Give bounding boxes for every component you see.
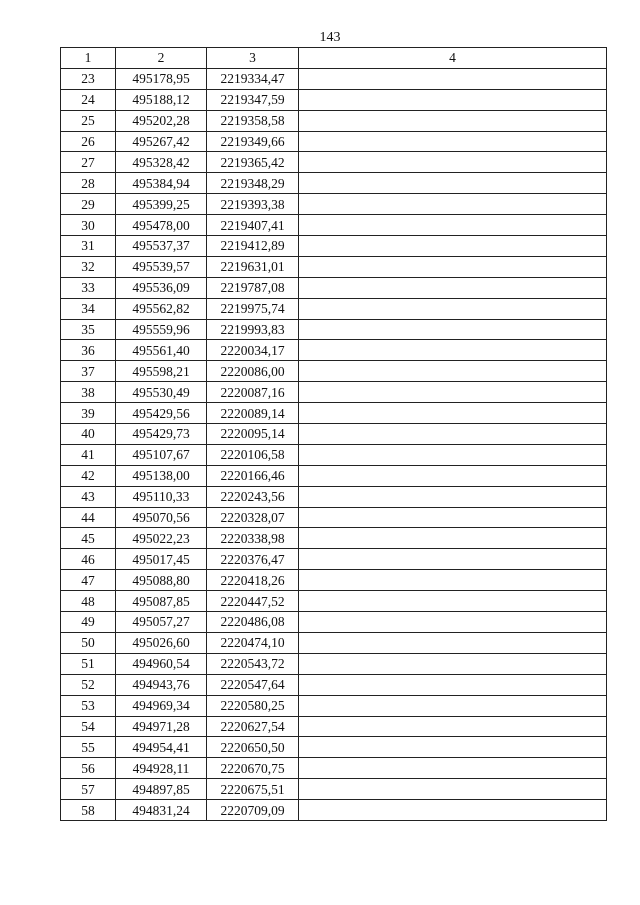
description-cell: [299, 131, 607, 152]
point-number-cell: 50: [61, 632, 116, 653]
table-row: [61, 215, 607, 236]
column-header-2: 2: [116, 48, 207, 69]
x-coordinate-cell: 495138,00: [116, 465, 207, 486]
point-number-cell: 41: [61, 444, 116, 465]
description-cell: [299, 277, 607, 298]
table-row: [61, 737, 607, 758]
y-coordinate-cell: 2219412,89: [207, 236, 299, 257]
description-cell: [299, 549, 607, 570]
point-number-cell: 31: [61, 236, 116, 257]
description-cell: [299, 486, 607, 507]
table-row: [61, 68, 607, 89]
point-number-cell: 24: [61, 89, 116, 110]
x-coordinate-cell: 495178,95: [116, 68, 207, 89]
y-coordinate-cell: 2219348,29: [207, 173, 299, 194]
y-coordinate-cell: 2220474,10: [207, 632, 299, 653]
description-cell: [299, 110, 607, 131]
x-coordinate-cell: 494831,24: [116, 800, 207, 821]
table-row: [61, 340, 607, 361]
table-row: [61, 236, 607, 257]
table-row: [61, 779, 607, 800]
point-number-cell: 46: [61, 549, 116, 570]
point-number-cell: 38: [61, 382, 116, 403]
x-coordinate-cell: 494943,76: [116, 674, 207, 695]
x-coordinate-cell: 495202,28: [116, 110, 207, 131]
y-coordinate-cell: 2220089,14: [207, 403, 299, 424]
column-header-1: 1: [61, 48, 116, 69]
table-row: [61, 424, 607, 445]
y-coordinate-cell: 2219975,74: [207, 298, 299, 319]
y-coordinate-cell: 2220087,16: [207, 382, 299, 403]
point-number-cell: 45: [61, 528, 116, 549]
table-row: [61, 716, 607, 737]
description-cell: [299, 612, 607, 633]
y-coordinate-cell: 2219631,01: [207, 256, 299, 277]
x-coordinate-cell: 495110,33: [116, 486, 207, 507]
description-cell: [299, 779, 607, 800]
table-row: [61, 361, 607, 382]
point-number-cell: 58: [61, 800, 116, 821]
table-row: [61, 444, 607, 465]
description-cell: [299, 591, 607, 612]
table-row: [61, 486, 607, 507]
description-cell: [299, 361, 607, 382]
y-coordinate-cell: 2220670,75: [207, 758, 299, 779]
table-body: [61, 68, 607, 820]
y-coordinate-cell: 2220166,46: [207, 465, 299, 486]
table-row: [61, 591, 607, 612]
description-cell: [299, 800, 607, 821]
description-cell: [299, 570, 607, 591]
point-number-cell: 26: [61, 131, 116, 152]
y-coordinate-cell: 2220650,50: [207, 737, 299, 758]
coordinates-table: [60, 47, 607, 821]
x-coordinate-cell: 495399,25: [116, 194, 207, 215]
table-row: [61, 528, 607, 549]
x-coordinate-cell: 494969,34: [116, 695, 207, 716]
column-header-3: 3: [207, 48, 299, 69]
point-number-cell: 44: [61, 507, 116, 528]
x-coordinate-cell: 495539,57: [116, 256, 207, 277]
table-row: [61, 382, 607, 403]
point-number-cell: 32: [61, 256, 116, 277]
x-coordinate-cell: 495267,42: [116, 131, 207, 152]
table-row: [61, 319, 607, 340]
description-cell: [299, 403, 607, 424]
point-number-cell: 42: [61, 465, 116, 486]
column-header-4: 4: [299, 48, 607, 69]
x-coordinate-cell: 495537,37: [116, 236, 207, 257]
x-coordinate-cell: 495559,96: [116, 319, 207, 340]
x-coordinate-cell: 495087,85: [116, 591, 207, 612]
y-coordinate-cell: 2219393,38: [207, 194, 299, 215]
x-coordinate-cell: 495088,80: [116, 570, 207, 591]
y-coordinate-cell: 2220095,14: [207, 424, 299, 445]
x-coordinate-cell: 495107,67: [116, 444, 207, 465]
x-coordinate-cell: 495384,94: [116, 173, 207, 194]
table-row: [61, 549, 607, 570]
y-coordinate-cell: 2220034,17: [207, 340, 299, 361]
y-coordinate-cell: 2220418,26: [207, 570, 299, 591]
point-number-cell: 29: [61, 194, 116, 215]
point-number-cell: 40: [61, 424, 116, 445]
y-coordinate-cell: 2220338,98: [207, 528, 299, 549]
table-row: [61, 800, 607, 821]
y-coordinate-cell: 2220376,47: [207, 549, 299, 570]
point-number-cell: 23: [61, 68, 116, 89]
point-number-cell: 55: [61, 737, 116, 758]
table-row: [61, 152, 607, 173]
point-number-cell: 43: [61, 486, 116, 507]
description-cell: [299, 758, 607, 779]
description-cell: [299, 737, 607, 758]
x-coordinate-cell: 495022,23: [116, 528, 207, 549]
x-coordinate-cell: 495562,82: [116, 298, 207, 319]
table-row: [61, 758, 607, 779]
x-coordinate-cell: 495017,45: [116, 549, 207, 570]
x-coordinate-cell: 494954,41: [116, 737, 207, 758]
table-row: [61, 674, 607, 695]
table-row: [61, 612, 607, 633]
table-row: [61, 110, 607, 131]
point-number-cell: 57: [61, 779, 116, 800]
point-number-cell: 37: [61, 361, 116, 382]
point-number-cell: 49: [61, 612, 116, 633]
description-cell: [299, 507, 607, 528]
y-coordinate-cell: 2220547,64: [207, 674, 299, 695]
y-coordinate-cell: 2220106,58: [207, 444, 299, 465]
x-coordinate-cell: 494897,85: [116, 779, 207, 800]
y-coordinate-cell: 2220543,72: [207, 653, 299, 674]
point-number-cell: 52: [61, 674, 116, 695]
point-number-cell: 35: [61, 319, 116, 340]
y-coordinate-cell: 2219349,66: [207, 131, 299, 152]
x-coordinate-cell: 495057,27: [116, 612, 207, 633]
y-coordinate-cell: 2220709,09: [207, 800, 299, 821]
point-number-cell: 27: [61, 152, 116, 173]
description-cell: [299, 465, 607, 486]
y-coordinate-cell: 2219347,59: [207, 89, 299, 110]
point-number-cell: 39: [61, 403, 116, 424]
x-coordinate-cell: 495530,49: [116, 382, 207, 403]
x-coordinate-cell: 495429,56: [116, 403, 207, 424]
table-row: [61, 403, 607, 424]
x-coordinate-cell: 495536,09: [116, 277, 207, 298]
y-coordinate-cell: 2220243,56: [207, 486, 299, 507]
description-cell: [299, 68, 607, 89]
table-row: [61, 194, 607, 215]
x-coordinate-cell: 495026,60: [116, 632, 207, 653]
description-cell: [299, 528, 607, 549]
y-coordinate-cell: 2219993,83: [207, 319, 299, 340]
table-row: [61, 570, 607, 591]
y-coordinate-cell: 2220580,25: [207, 695, 299, 716]
description-cell: [299, 215, 607, 236]
x-coordinate-cell: 495429,73: [116, 424, 207, 445]
description-cell: [299, 340, 607, 361]
y-coordinate-cell: 2220486,08: [207, 612, 299, 633]
table-row: [61, 256, 607, 277]
point-number-cell: 54: [61, 716, 116, 737]
point-number-cell: 33: [61, 277, 116, 298]
description-cell: [299, 256, 607, 277]
table-row: [61, 632, 607, 653]
description-cell: [299, 653, 607, 674]
description-cell: [299, 319, 607, 340]
point-number-cell: 34: [61, 298, 116, 319]
table-row: [61, 507, 607, 528]
point-number-cell: 25: [61, 110, 116, 131]
y-coordinate-cell: 2219407,41: [207, 215, 299, 236]
y-coordinate-cell: 2219334,47: [207, 68, 299, 89]
x-coordinate-cell: 495561,40: [116, 340, 207, 361]
x-coordinate-cell: 495188,12: [116, 89, 207, 110]
description-cell: [299, 695, 607, 716]
x-coordinate-cell: 495328,42: [116, 152, 207, 173]
description-cell: [299, 716, 607, 737]
point-number-cell: 36: [61, 340, 116, 361]
table-row: [61, 695, 607, 716]
description-cell: [299, 152, 607, 173]
y-coordinate-cell: 2219365,42: [207, 152, 299, 173]
x-coordinate-cell: 495070,56: [116, 507, 207, 528]
table-row: [61, 173, 607, 194]
table-row: [61, 465, 607, 486]
description-cell: [299, 173, 607, 194]
y-coordinate-cell: 2219787,08: [207, 277, 299, 298]
description-cell: [299, 424, 607, 445]
y-coordinate-cell: 2220627,54: [207, 716, 299, 737]
table-header-row: [61, 48, 607, 69]
y-coordinate-cell: 2219358,58: [207, 110, 299, 131]
y-coordinate-cell: 2220447,52: [207, 591, 299, 612]
table-row: [61, 89, 607, 110]
table-row: [61, 653, 607, 674]
description-cell: [299, 89, 607, 110]
point-number-cell: 48: [61, 591, 116, 612]
y-coordinate-cell: 2220086,00: [207, 361, 299, 382]
description-cell: [299, 444, 607, 465]
point-number-cell: 47: [61, 570, 116, 591]
description-cell: [299, 382, 607, 403]
table-row: [61, 277, 607, 298]
page-number: 143: [319, 30, 341, 45]
point-number-cell: 30: [61, 215, 116, 236]
description-cell: [299, 632, 607, 653]
point-number-cell: 56: [61, 758, 116, 779]
y-coordinate-cell: 2220675,51: [207, 779, 299, 800]
point-number-cell: 28: [61, 173, 116, 194]
x-coordinate-cell: 494960,54: [116, 653, 207, 674]
y-coordinate-cell: 2220328,07: [207, 507, 299, 528]
description-cell: [299, 194, 607, 215]
x-coordinate-cell: 494928,11: [116, 758, 207, 779]
description-cell: [299, 674, 607, 695]
x-coordinate-cell: 494971,28: [116, 716, 207, 737]
x-coordinate-cell: 495598,21: [116, 361, 207, 382]
table-row: [61, 298, 607, 319]
description-cell: [299, 298, 607, 319]
description-cell: [299, 236, 607, 257]
point-number-cell: 51: [61, 653, 116, 674]
x-coordinate-cell: 495478,00: [116, 215, 207, 236]
table-row: [61, 131, 607, 152]
point-number-cell: 53: [61, 695, 116, 716]
